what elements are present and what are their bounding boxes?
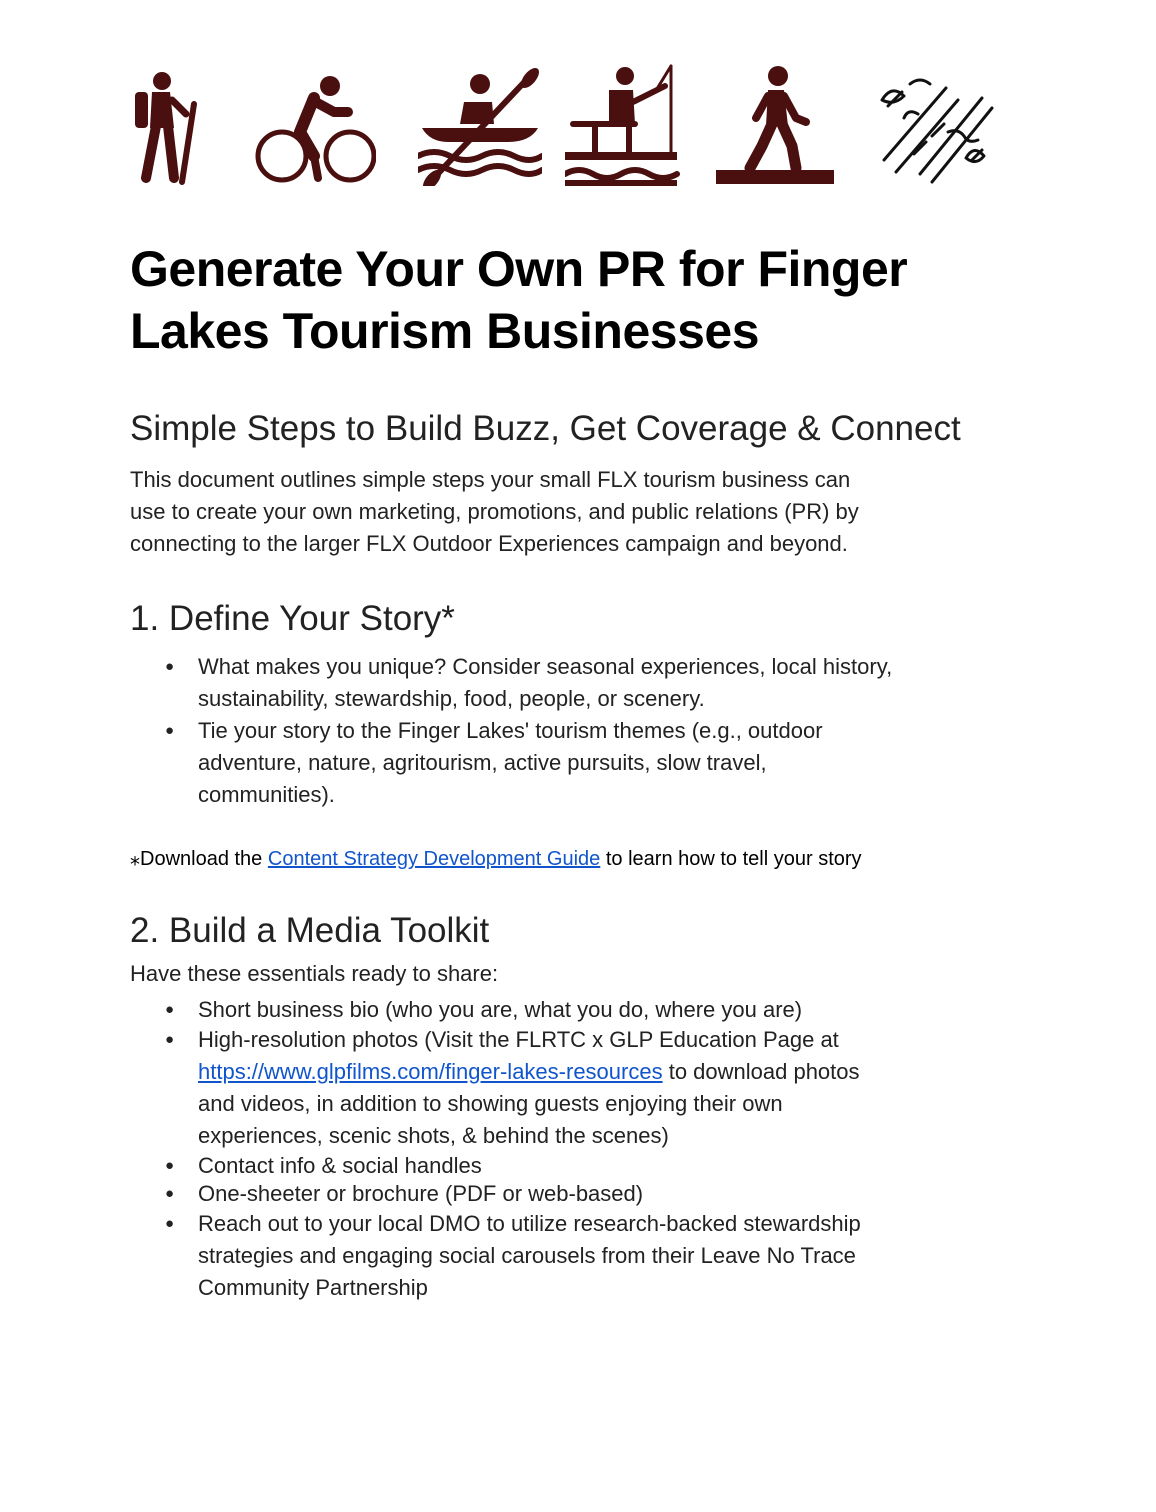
list-item-line: sustainability, stewardship, food, people, or scenery.: [198, 686, 705, 711]
footnote-suffix: to learn how to tell your story: [600, 848, 862, 870]
list-item-line: High-resolution photos (Visit the FLRTC x GLP Education Page at: [198, 1027, 839, 1052]
section-2-lead: Have these essentials ready to share:: [130, 961, 499, 986]
list-item-line: One-sheeter or brochure (PDF or web-based): [198, 1181, 644, 1206]
page-title-line-2: Lakes Tourism Businesses: [130, 303, 760, 359]
section-2-list: [130, 996, 990, 1304]
list-item-line: Reach out to your local DMO to utilize research-backed stewardship: [198, 1211, 861, 1236]
list-item: [130, 715, 990, 811]
section-1-heading: 1. Define Your Story*: [130, 599, 455, 638]
kayaking-icon: [418, 62, 542, 186]
cycling-icon: [252, 62, 376, 186]
list-item-line: Community Partnership: [198, 1275, 428, 1300]
intro-line: This document outlines simple steps your small FLX tourism business can: [130, 467, 851, 492]
trail-map-icon: [874, 62, 998, 186]
list-item-line: experiences, scenic shots, & behind the scenes): [198, 1123, 669, 1148]
list-item: [130, 1024, 990, 1152]
list-item: [130, 1180, 990, 1208]
list-item-line: What makes you unique? Consider seasonal experiences, local history,: [198, 654, 893, 679]
list-item-line: adventure, nature, agritourism, active pursuits, slow travel,: [198, 750, 767, 775]
content-strategy-guide-link[interactable]: Content Strategy Development Guide: [267, 848, 601, 870]
page-title-line-1: Generate Your Own PR for Finger: [130, 241, 908, 297]
list-item: [130, 651, 990, 715]
section-1-list: [130, 651, 990, 811]
fishing-icon: [565, 62, 689, 186]
list-item-line: communities).: [198, 782, 335, 807]
intro-line: use to create your own marketing, promotions, and public relations (PR) by: [130, 499, 859, 524]
intro-paragraph: [130, 464, 980, 560]
activity-icon-row: [128, 62, 988, 186]
list-item: [130, 1208, 990, 1304]
list-item-line: Contact info & social handles: [198, 1153, 482, 1178]
intro-line: connecting to the larger FLX Outdoor Experiences campaign and beyond.: [130, 531, 848, 556]
glp-resources-link[interactable]: https://www.glpfilms.com/finger-lakes-resources: [198, 1059, 663, 1084]
list-item: [130, 1152, 990, 1180]
list-item: [130, 996, 990, 1024]
list-item-line: and videos, in addition to showing guests enjoying their own: [198, 1091, 783, 1116]
list-item-line: Short business bio (who you are, what you do, where you are): [198, 997, 803, 1022]
footnote: [130, 844, 862, 874]
list-item-line: strategies and engaging social carousels from their Leave No Trace: [198, 1243, 856, 1268]
walking-icon: [716, 62, 840, 186]
hiking-icon: [128, 62, 252, 186]
footnote-prefix: ⁎Download the: [130, 848, 268, 870]
page-title: [130, 238, 1030, 362]
subtitle: Simple Steps to Build Buzz, Get Coverage & Connect: [130, 409, 961, 448]
list-item-line: Tie your story to the Finger Lakes' tourism themes (e.g., outdoor: [198, 718, 823, 743]
section-2-heading: 2. Build a Media Toolkit: [130, 911, 490, 950]
list-item-line: to download photos: [662, 1059, 860, 1084]
